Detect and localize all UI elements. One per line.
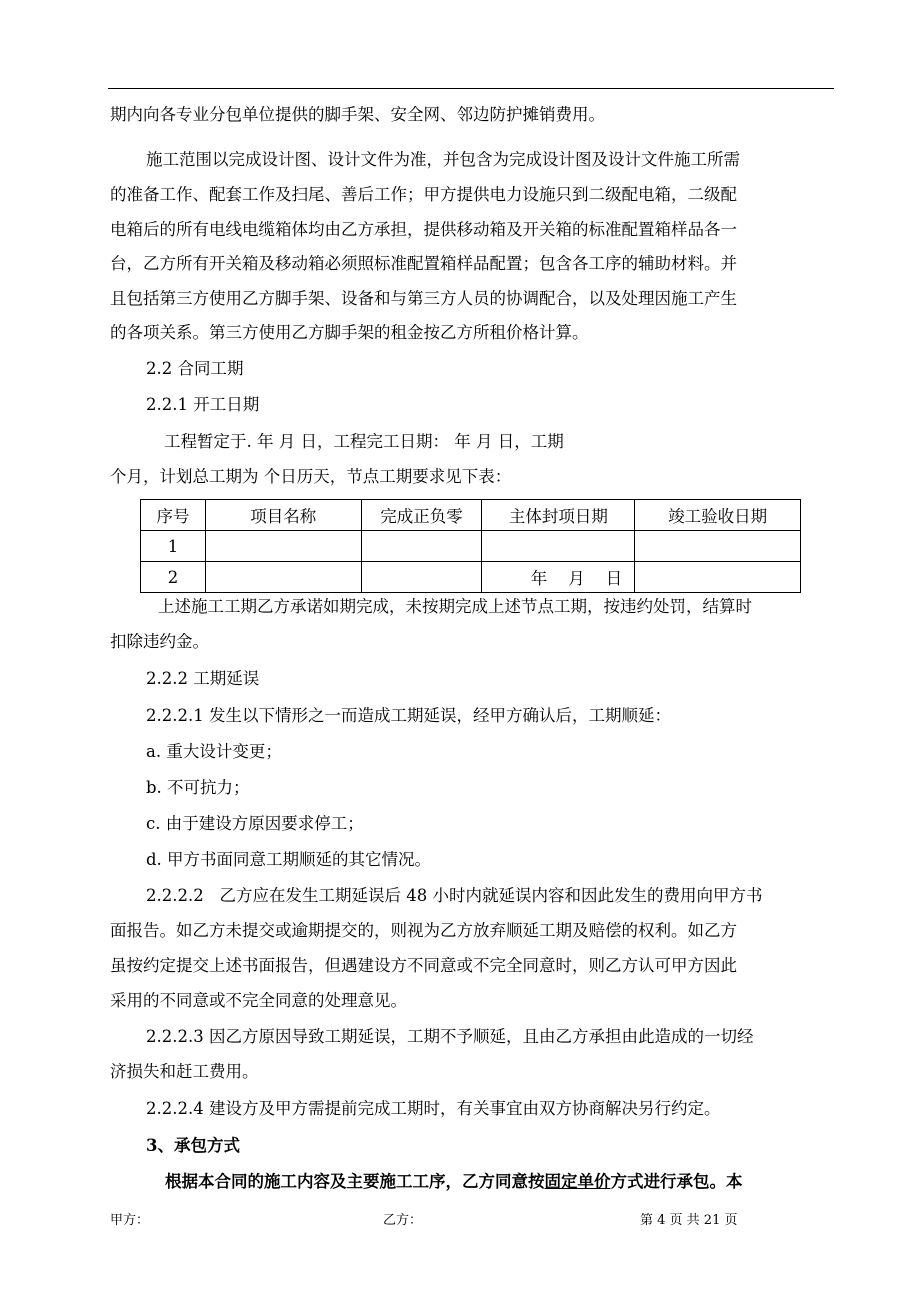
paragraph-line: 面报告。如乙方未提交或逾期提交的，则视为乙方放弃顺延工期及赔偿的权利。如乙方 xyxy=(110,921,737,940)
table-header-cell: 竣工验收日期 xyxy=(635,500,801,531)
paragraph-line: 的准备工作、配套工作及扫尾、善后工作；甲方提供电力设施只到二级配电箱，二级配 xyxy=(110,185,737,204)
table-cell xyxy=(205,562,361,593)
table-cell xyxy=(361,562,482,593)
table-cell xyxy=(482,531,635,562)
paragraph-line: 个月，计划总工期为 个日历天，节点工期要求见下表： xyxy=(110,467,512,486)
header-rule xyxy=(108,88,834,89)
paragraph-line: 虽按约定提交上述书面报告，但遇建设方不同意或不完全同意时，则乙方认可甲方因此 xyxy=(110,956,737,975)
paragraph-line: 且包括第三方使用乙方脚手架、设备和与第三方人员的协调配合，以及处理因施工产生 xyxy=(110,289,737,308)
paragraph-line: 期内向各专业分包单位提供的脚手架、安全网、邻边防护摊销费用。 xyxy=(110,105,605,124)
list-item: c. 由于建设方原因要求停工； xyxy=(146,814,364,833)
table-header-cell: 序号 xyxy=(141,500,206,531)
table-cell xyxy=(361,531,482,562)
table-cell: 2 xyxy=(141,562,206,593)
footer-party-b: 乙方： xyxy=(383,1213,423,1228)
paragraph-text: 方式进行承包。本 xyxy=(610,1172,743,1191)
section-heading: 2.2.1 开工日期 xyxy=(146,395,260,414)
paragraph-line: 的各项关系。第三方使用乙方脚手架的租金按乙方所租价格计算。 xyxy=(110,323,589,342)
table-row xyxy=(141,531,801,562)
paragraph-line: 工程暂定于. 年 月 日，工程完工日期： 年 月 日，工期 xyxy=(164,432,564,451)
table-header-cell: 完成正负零 xyxy=(361,500,482,531)
underlined-term: 固定单价 xyxy=(544,1172,611,1191)
table-cell: 1 xyxy=(141,531,206,562)
paragraph-line: 电箱后的所有电线电缆箱体均由乙方承担，提供移动箱及开关箱的标准配置箱样品各一 xyxy=(110,220,737,239)
paragraph-text: 根据本合同的施工内容及主要施工工序，乙方同意按 xyxy=(165,1172,545,1191)
paragraph-line: 施工范围以完成设计图、设计文件为准，并包含为完成设计图及设计文件施工所需 xyxy=(146,150,740,169)
paragraph-line: 台，乙方所有开关箱及移动箱必须照标准配置箱样品配置；包含各工序的辅助材料。并 xyxy=(110,254,737,273)
paragraph-line: 2.2.2.3 因乙方原因导致工期延误，工期不予顺延，且由乙方承担由此造成的一切经 xyxy=(146,1027,754,1046)
table-cell xyxy=(635,531,801,562)
section-heading: 2.2.2 工期延误 xyxy=(146,669,260,688)
paragraph-line: 扣除违约金。 xyxy=(110,632,209,651)
table-cell: 年 月 日 xyxy=(482,562,635,593)
list-item: b. 不可抗力； xyxy=(146,778,250,797)
table-header-row xyxy=(141,500,801,531)
footer-party-a: 甲方： xyxy=(110,1213,150,1228)
paragraph-line: 采用的不同意或不完全同意的处理意见。 xyxy=(110,991,407,1010)
list-item: d. 甲方书面同意工期顺延的其它情况。 xyxy=(146,850,432,869)
table-cell xyxy=(205,531,361,562)
paragraph-line: 2.2.2.2 乙方应在发生工期延误后 48 小时内就延误内容和因此发生的费用向甲方书 xyxy=(146,886,763,905)
schedule-table xyxy=(140,499,801,593)
page-number: 第 4 页 共 21 页 xyxy=(640,1213,738,1228)
paragraph-line: 上述施工工期乙方承诺如期完成，未按期完成上述节点工期，按违约处罚，结算时 xyxy=(158,597,752,616)
paragraph-line: 济损失和赶工费用。 xyxy=(110,1062,259,1081)
paragraph-line: 2.2.2.4 建设方及甲方需提前完成工期时，有关事宜由双方协商解决另行约定。 xyxy=(146,1099,721,1118)
paragraph-line xyxy=(165,1172,743,1192)
section-heading: 2.2.2.1 发生以下情形之一而造成工期延误，经甲方确认后，工期顺延： xyxy=(146,706,671,725)
table-cell xyxy=(635,562,801,593)
table-header-cell: 项目名称 xyxy=(205,500,361,531)
section-heading: 3、承包方式 xyxy=(146,1136,240,1155)
list-item: a. 重大设计变更； xyxy=(146,742,282,761)
table-header-cell: 主体封项日期 xyxy=(482,500,635,531)
table-row xyxy=(141,562,801,593)
section-heading: 2.2 合同工期 xyxy=(146,359,244,378)
